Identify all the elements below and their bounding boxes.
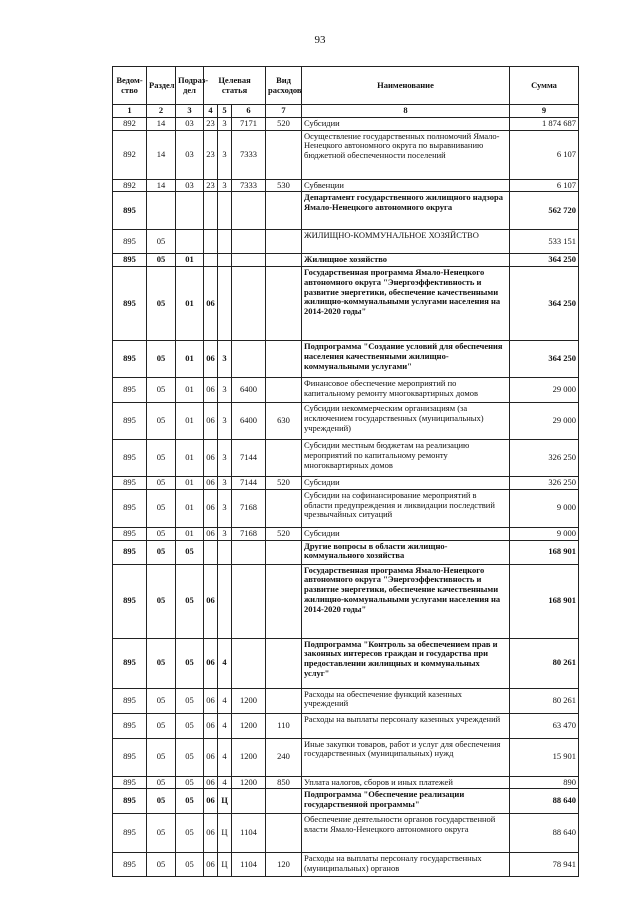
cell-podrazdel: 01 — [176, 267, 204, 341]
cell-summa: 1 874 687 — [510, 117, 579, 130]
cell-cs-code: 7333 — [232, 130, 266, 179]
cell-vedomstvo: 895 — [113, 564, 147, 638]
cell-cs-subprogram: 4 — [218, 688, 232, 713]
column-number: 5 — [218, 105, 232, 118]
cell-cs-subprogram: 3 — [218, 489, 232, 527]
cell-podrazdel: 05 — [176, 789, 204, 814]
cell-cs-subprogram: 4 — [218, 738, 232, 776]
cell-cs-program: 06 — [204, 776, 218, 789]
cell-podrazdel: 01 — [176, 527, 204, 540]
cell-cs-code: 1200 — [232, 776, 266, 789]
cell-vedomstvo: 895 — [113, 638, 147, 688]
cell-vedomstvo: 895 — [113, 713, 147, 738]
cell-summa: 80 261 — [510, 688, 579, 713]
cell-cs-code — [232, 192, 266, 230]
table-row — [113, 789, 579, 814]
cell-cs-program: 06 — [204, 638, 218, 688]
cell-podrazdel: 05 — [176, 776, 204, 789]
cell-razdel: 05 — [147, 738, 176, 776]
cell-razdel: 05 — [147, 489, 176, 527]
cell-summa: 364 250 — [510, 341, 579, 378]
cell-vid-raskhodov: 630 — [266, 403, 302, 440]
table-row — [113, 814, 579, 853]
cell-naimenovanie: Субсидии некоммерческим организациям (за исключением государственных (муниципальных) учреждений) — [302, 403, 510, 440]
cell-naimenovanie: Обеспечение деятельности органов государственной власти Ямало-Ненецкого автономного округа — [302, 814, 510, 853]
cell-cs-subprogram: 4 — [218, 776, 232, 789]
cell-naimenovanie: Расходы на обеспечение функций казенных учреждений — [302, 688, 510, 713]
cell-cs-code: 1200 — [232, 738, 266, 776]
column-number: 2 — [147, 105, 176, 118]
table-row — [113, 403, 579, 440]
cell-cs-subprogram — [218, 267, 232, 341]
column-number: 8 — [302, 105, 510, 118]
cell-cs-subprogram: 4 — [218, 713, 232, 738]
table-row — [113, 130, 579, 179]
cell-vedomstvo: 895 — [113, 527, 147, 540]
cell-vedomstvo: 895 — [113, 403, 147, 440]
cell-vid-raskhodov — [266, 192, 302, 230]
cell-cs-subprogram: 3 — [218, 403, 232, 440]
cell-vid-raskhodov — [266, 564, 302, 638]
cell-cs-subprogram: 3 — [218, 527, 232, 540]
cell-cs-subprogram: 3 — [218, 341, 232, 378]
page-number: 93 — [314, 34, 326, 46]
cell-razdel: 05 — [147, 789, 176, 814]
cell-summa: 890 — [510, 776, 579, 789]
cell-vid-raskhodov: 850 — [266, 776, 302, 789]
cell-summa: 9 000 — [510, 527, 579, 540]
cell-summa: 78 941 — [510, 853, 579, 877]
column-number: 4 — [204, 105, 218, 118]
cell-cs-code — [232, 564, 266, 638]
cell-cs-program: 06 — [204, 853, 218, 877]
cell-cs-program: 06 — [204, 267, 218, 341]
cell-cs-subprogram — [218, 192, 232, 230]
cell-cs-program: 06 — [204, 527, 218, 540]
cell-cs-code: 6400 — [232, 378, 266, 403]
cell-cs-program: 23 — [204, 179, 218, 192]
cell-cs-program: 06 — [204, 341, 218, 378]
cell-vid-raskhodov — [266, 267, 302, 341]
cell-naimenovanie: Субвенции — [302, 179, 510, 192]
header-vid-raskhodov: Вид расходов — [266, 67, 302, 105]
cell-podrazdel: 01 — [176, 440, 204, 477]
table-row — [113, 489, 579, 527]
cell-summa: 80 261 — [510, 638, 579, 688]
cell-summa: 168 901 — [510, 540, 579, 564]
cell-vedomstvo: 895 — [113, 688, 147, 713]
column-number: 9 — [510, 105, 579, 118]
cell-podrazdel: 05 — [176, 713, 204, 738]
cell-vid-raskhodov: 110 — [266, 713, 302, 738]
cell-razdel: 05 — [147, 713, 176, 738]
cell-podrazdel: 05 — [176, 638, 204, 688]
cell-vedomstvo: 892 — [113, 130, 147, 179]
cell-cs-code: 7171 — [232, 117, 266, 130]
cell-naimenovanie: Подпрограмма "Обеспечение реализации государственной программы" — [302, 789, 510, 814]
cell-summa: 6 107 — [510, 130, 579, 179]
cell-razdel: 05 — [147, 230, 176, 254]
cell-razdel: 05 — [147, 440, 176, 477]
table-row — [113, 254, 579, 267]
cell-naimenovanie: Уплата налогов, сборов и иных платежей — [302, 776, 510, 789]
table-row — [113, 230, 579, 254]
cell-naimenovanie: Субсидии — [302, 117, 510, 130]
cell-razdel: 05 — [147, 267, 176, 341]
cell-cs-subprogram — [218, 564, 232, 638]
cell-podrazdel: 01 — [176, 403, 204, 440]
cell-podrazdel: 05 — [176, 688, 204, 713]
cell-cs-program: 06 — [204, 713, 218, 738]
cell-naimenovanie: Субсидии на софинансирование мероприятий в области предупреждения и ликвидации последствий чрезвычайных ситуаций — [302, 489, 510, 527]
cell-cs-code — [232, 267, 266, 341]
column-number: 7 — [266, 105, 302, 118]
cell-vid-raskhodov — [266, 540, 302, 564]
cell-vid-raskhodov — [266, 130, 302, 179]
cell-vedomstvo: 895 — [113, 378, 147, 403]
cell-summa: 29 000 — [510, 378, 579, 403]
cell-razdel: 05 — [147, 638, 176, 688]
cell-naimenovanie: Финансовое обеспечение мероприятий по капитальному ремонту многоквартирных домов — [302, 378, 510, 403]
table-row — [113, 713, 579, 738]
cell-razdel: 05 — [147, 403, 176, 440]
cell-summa: 63 470 — [510, 713, 579, 738]
cell-razdel: 14 — [147, 117, 176, 130]
header-row — [113, 67, 579, 105]
cell-cs-program — [204, 230, 218, 254]
cell-naimenovanie: Субсидии местным бюджетам на реализацию мероприятий по капитальному ремонту многоквартирных домов — [302, 440, 510, 477]
cell-podrazdel: 05 — [176, 564, 204, 638]
table-row — [113, 564, 579, 638]
table-row — [113, 638, 579, 688]
cell-cs-subprogram: 3 — [218, 477, 232, 490]
cell-summa: 364 250 — [510, 267, 579, 341]
cell-summa: 6 107 — [510, 179, 579, 192]
cell-cs-code — [232, 540, 266, 564]
cell-cs-code: 7333 — [232, 179, 266, 192]
cell-cs-program: 06 — [204, 789, 218, 814]
cell-vedomstvo: 895 — [113, 267, 147, 341]
cell-naimenovanie: Подпрограмма "Контроль за обеспечением прав и законных интересов граждан и государства при предоставлении жилищных и коммунальных услуг" — [302, 638, 510, 688]
cell-vedomstvo: 895 — [113, 814, 147, 853]
cell-cs-subprogram: 3 — [218, 179, 232, 192]
cell-vedomstvo: 895 — [113, 254, 147, 267]
cell-razdel: 05 — [147, 776, 176, 789]
table-row — [113, 440, 579, 477]
cell-naimenovanie: Подпрограмма "Создание условий для обеспечения населения качественными жилищно-коммунальными услугами" — [302, 341, 510, 378]
cell-razdel: 05 — [147, 564, 176, 638]
cell-cs-code — [232, 638, 266, 688]
header-podrazdel: Подраз-дел — [176, 67, 204, 105]
cell-naimenovanie: Государственная программа Ямало-Ненецкого автономного округа "Энергоэффективность и развитие энергетики, обеспечение качественными жилищно-коммунальными услугами населения на 2014-2020 годы" — [302, 267, 510, 341]
cell-cs-code: 7168 — [232, 489, 266, 527]
cell-summa: 88 640 — [510, 814, 579, 853]
cell-summa: 364 250 — [510, 254, 579, 267]
cell-vid-raskhodov: 120 — [266, 853, 302, 877]
cell-cs-code: 1104 — [232, 814, 266, 853]
cell-naimenovanie: ЖИЛИЩНО-КОММУНАЛЬНОЕ ХОЗЯЙСТВО — [302, 230, 510, 254]
cell-cs-program — [204, 192, 218, 230]
cell-vedomstvo: 895 — [113, 440, 147, 477]
cell-podrazdel: 05 — [176, 853, 204, 877]
cell-cs-code — [232, 789, 266, 814]
cell-summa: 326 250 — [510, 440, 579, 477]
cell-podrazdel: 05 — [176, 540, 204, 564]
cell-cs-code: 7144 — [232, 477, 266, 490]
cell-cs-code: 6400 — [232, 403, 266, 440]
cell-summa: 15 901 — [510, 738, 579, 776]
table-row — [113, 540, 579, 564]
cell-cs-program: 06 — [204, 688, 218, 713]
header-razdel: Раздел — [147, 67, 176, 105]
cell-razdel — [147, 192, 176, 230]
cell-vid-raskhodov — [266, 254, 302, 267]
cell-vid-raskhodov: 240 — [266, 738, 302, 776]
cell-cs-code — [232, 341, 266, 378]
cell-vid-raskhodov: 520 — [266, 117, 302, 130]
cell-vid-raskhodov — [266, 440, 302, 477]
cell-vid-raskhodov — [266, 489, 302, 527]
cell-cs-program: 06 — [204, 403, 218, 440]
table-row — [113, 341, 579, 378]
cell-cs-program: 06 — [204, 564, 218, 638]
cell-cs-program — [204, 540, 218, 564]
cell-naimenovanie: Другие вопросы в области жилищно-коммунального хозяйства — [302, 540, 510, 564]
cell-razdel: 05 — [147, 341, 176, 378]
cell-summa: 168 901 — [510, 564, 579, 638]
cell-vid-raskhodov: 520 — [266, 527, 302, 540]
cell-podrazdel: 05 — [176, 814, 204, 853]
cell-vid-raskhodov — [266, 378, 302, 403]
cell-podrazdel: 01 — [176, 378, 204, 403]
cell-summa: 562 720 — [510, 192, 579, 230]
cell-podrazdel: 01 — [176, 477, 204, 490]
cell-podrazdel: 05 — [176, 738, 204, 776]
cell-razdel: 05 — [147, 477, 176, 490]
cell-naimenovanie: Осуществление государственных полномочий Ямало-Ненецкого автономного округа по выравниванию бюджетной обеспеченности поселений — [302, 130, 510, 179]
budget-table — [112, 66, 579, 877]
cell-naimenovanie: Субсидии — [302, 477, 510, 490]
cell-vedomstvo: 895 — [113, 477, 147, 490]
table-row — [113, 179, 579, 192]
cell-vid-raskhodov — [266, 789, 302, 814]
cell-cs-subprogram: Ц — [218, 814, 232, 853]
table-row — [113, 688, 579, 713]
cell-vid-raskhodov — [266, 638, 302, 688]
cell-razdel: 14 — [147, 130, 176, 179]
cell-cs-subprogram: 4 — [218, 638, 232, 688]
cell-naimenovanie: Иные закупки товаров, работ и услуг для обеспечения государственных (муниципальных) нужд — [302, 738, 510, 776]
cell-podrazdel: 03 — [176, 130, 204, 179]
cell-vedomstvo: 892 — [113, 179, 147, 192]
cell-cs-program: 06 — [204, 440, 218, 477]
header-celevaya-statya: Целевая статья — [204, 67, 266, 105]
header-vedomstvo: Ведом-ство — [113, 67, 147, 105]
table-row — [113, 378, 579, 403]
cell-razdel: 05 — [147, 688, 176, 713]
table-row — [113, 527, 579, 540]
cell-summa: 88 640 — [510, 789, 579, 814]
cell-vid-raskhodov — [266, 814, 302, 853]
cell-cs-code: 1200 — [232, 713, 266, 738]
column-number: 3 — [176, 105, 204, 118]
cell-cs-subprogram: Ц — [218, 853, 232, 877]
cell-cs-program: 06 — [204, 477, 218, 490]
cell-cs-program: 06 — [204, 489, 218, 527]
cell-cs-subprogram: 3 — [218, 440, 232, 477]
column-number-row — [113, 105, 579, 118]
cell-vedomstvo: 892 — [113, 117, 147, 130]
column-number: 6 — [232, 105, 266, 118]
cell-naimenovanie: Департамент государственного жилищного надзора Ямало-Ненецкого автономного округа — [302, 192, 510, 230]
cell-cs-subprogram — [218, 254, 232, 267]
cell-podrazdel: 03 — [176, 117, 204, 130]
table-row — [113, 117, 579, 130]
cell-razdel: 05 — [147, 853, 176, 877]
header-summa: Сумма — [510, 67, 579, 105]
cell-cs-code: 1200 — [232, 688, 266, 713]
cell-cs-code: 7168 — [232, 527, 266, 540]
cell-cs-subprogram — [218, 540, 232, 564]
column-number: 1 — [113, 105, 147, 118]
cell-cs-code: 7144 — [232, 440, 266, 477]
cell-naimenovanie: Расходы на выплаты персоналу государственных (муниципальных) органов — [302, 853, 510, 877]
cell-cs-program: 06 — [204, 378, 218, 403]
table-row — [113, 776, 579, 789]
cell-cs-subprogram: Ц — [218, 789, 232, 814]
cell-vid-raskhodov — [266, 341, 302, 378]
cell-vid-raskhodov: 520 — [266, 477, 302, 490]
table-row — [113, 267, 579, 341]
cell-podrazdel — [176, 230, 204, 254]
cell-vedomstvo: 895 — [113, 789, 147, 814]
cell-vedomstvo: 895 — [113, 341, 147, 378]
cell-podrazdel: 01 — [176, 489, 204, 527]
cell-podrazdel: 01 — [176, 254, 204, 267]
cell-cs-code — [232, 230, 266, 254]
cell-cs-code: 1104 — [232, 853, 266, 877]
cell-summa: 533 151 — [510, 230, 579, 254]
cell-cs-subprogram: 3 — [218, 117, 232, 130]
cell-razdel: 05 — [147, 254, 176, 267]
cell-razdel: 05 — [147, 540, 176, 564]
cell-vid-raskhodov — [266, 688, 302, 713]
cell-podrazdel: 03 — [176, 179, 204, 192]
cell-cs-subprogram — [218, 230, 232, 254]
cell-summa: 9 000 — [510, 489, 579, 527]
cell-razdel: 05 — [147, 527, 176, 540]
cell-vedomstvo: 895 — [113, 853, 147, 877]
table-row — [113, 192, 579, 230]
cell-vedomstvo: 895 — [113, 489, 147, 527]
cell-vedomstvo: 895 — [113, 738, 147, 776]
cell-cs-program: 23 — [204, 130, 218, 179]
cell-vid-raskhodov: 530 — [266, 179, 302, 192]
cell-vedomstvo: 895 — [113, 192, 147, 230]
cell-vedomstvo: 895 — [113, 230, 147, 254]
cell-naimenovanie: Расходы на выплаты персоналу казенных учреждений — [302, 713, 510, 738]
cell-summa: 29 000 — [510, 403, 579, 440]
cell-razdel: 05 — [147, 814, 176, 853]
cell-razdel: 14 — [147, 179, 176, 192]
cell-naimenovanie: Государственная программа Ямало-Ненецкого автономного округа "Энергоэффективность и развитие энергетики, обеспечение качественными жилищно-коммунальными услугами населения на 2014-2020 годы" — [302, 564, 510, 638]
table-row — [113, 738, 579, 776]
cell-cs-program: 23 — [204, 117, 218, 130]
table-body — [113, 117, 579, 877]
table-row — [113, 477, 579, 490]
cell-cs-program — [204, 254, 218, 267]
cell-cs-subprogram: 3 — [218, 378, 232, 403]
cell-naimenovanie: Жилищное хозяйство — [302, 254, 510, 267]
cell-cs-subprogram: 3 — [218, 130, 232, 179]
header-naimenovanie: Наименование — [302, 67, 510, 105]
cell-naimenovanie: Субсидии — [302, 527, 510, 540]
cell-cs-program: 06 — [204, 814, 218, 853]
cell-razdel: 05 — [147, 378, 176, 403]
cell-cs-code — [232, 254, 266, 267]
cell-vid-raskhodov — [266, 230, 302, 254]
cell-podrazdel — [176, 192, 204, 230]
cell-vedomstvo: 895 — [113, 540, 147, 564]
cell-vedomstvo: 895 — [113, 776, 147, 789]
cell-cs-program: 06 — [204, 738, 218, 776]
cell-podrazdel: 01 — [176, 341, 204, 378]
table-row — [113, 853, 579, 877]
cell-summa: 326 250 — [510, 477, 579, 490]
